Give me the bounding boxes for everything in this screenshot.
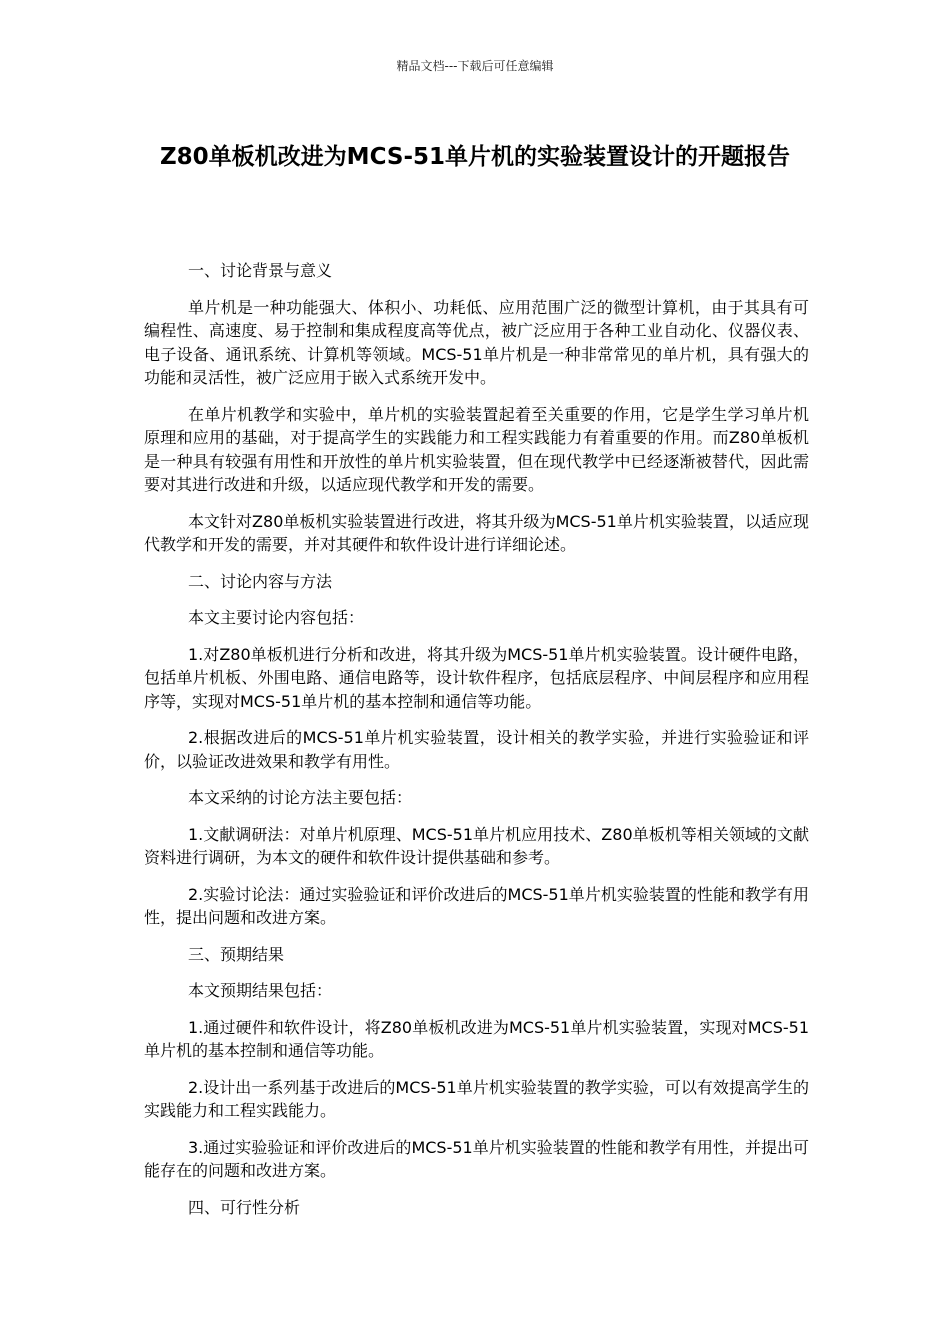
- section-heading: 三、预期结果: [188, 944, 285, 964]
- paragraph: 单片机是一种功能强大、体积小、功耗低、应用范围广泛的微型计算机，由于其具有可编程性、高速度、易于控制和集成程度高等优点，被广泛应用于各种工业自动化、仪器仪表、电子设备、通讯系统、计算机等领域。MCS-51单片机是一种非常常见的单片机，具有强大的功能和灵活性，被广泛应用于嵌入式系统开发中。: [144, 297, 809, 387]
- paragraph: 本文针对Z80单板机实验装置进行改进，将其升级为MCS-51单片机实验装置，以适应现代教学和开发的需要，并对其硬件和软件设计进行详细论述。: [144, 511, 809, 554]
- document-title: Z80单板机改进为MCS-51单片机的实验装置设计的开题报告: [160, 144, 790, 170]
- list-item: 2.根据改进后的MCS-51单片机实验装置，设计相关的教学实验，并进行实验验证和评价，以验证改进效果和教学有用性。: [144, 728, 809, 771]
- document-body: [144, 259, 809, 1232]
- section-heading: 一、讨论背景与意义: [188, 261, 333, 280]
- list-item: 1.对Z80单板机进行分析和改进，将其升级为MCS-51单片机实验装置。设计硬件电路，包括单片机板、外围电路、通信电路等，设计软件程序，包括底层程序、中间层程序和应用程序等，实现对MCS-51单片机的基本控制和通信等功能。: [144, 644, 809, 711]
- list-item: 2.设计出一系列基于改进后的MCS-51单片机实验装置的教学实验，可以有效提高学生的实践能力和工程实践能力。: [144, 1077, 809, 1120]
- list-item: 1.通过硬件和软件设计，将Z80单板机改进为MCS-51单片机实验装置，实现对MCS-51单片机的基本控制和通信等功能。: [144, 1017, 809, 1060]
- paragraph: 在单片机教学和实验中，单片机的实验装置起着至关重要的作用，它是学生学习单片机原理和应用的基础，对于提高学生的实践能力和工程实践能力有着重要的作用。而Z80单板机是一种具有较强有用性和开放性的单片机实验装置，但在现代教学中已经逐渐被替代，因此需要对其进行改进和升级，以适应现代教学和开发的需要。: [144, 404, 809, 494]
- list-item: 3.通过实验验证和评价改进后的MCS-51单片机实验装置的性能和教学有用性，并提出可能存在的问题和改进方案。: [144, 1137, 809, 1180]
- section-heading: 二、讨论内容与方法: [188, 571, 333, 591]
- header-note: 精品文档---下载后可任意编辑: [396, 59, 554, 73]
- paragraph: 本文预期结果包括：: [188, 981, 333, 1000]
- list-item: 2.实验讨论法：通过实验验证和评价改进后的MCS-51单片机实验装置的性能和教学有用性，提出问题和改进方案。: [144, 884, 809, 927]
- paragraph: 本文采纳的讨论方法主要包括：: [188, 788, 413, 807]
- section-heading: 四、可行性分析: [188, 1197, 301, 1217]
- list-item: 1.文献调研法：对单片机原理、MCS-51单片机应用技术、Z80单板机等相关领域的文献资料进行调研，为本文的硬件和软件设计提供基础和参考。: [144, 824, 809, 867]
- paragraph: 本文主要讨论内容包括：: [188, 608, 365, 627]
